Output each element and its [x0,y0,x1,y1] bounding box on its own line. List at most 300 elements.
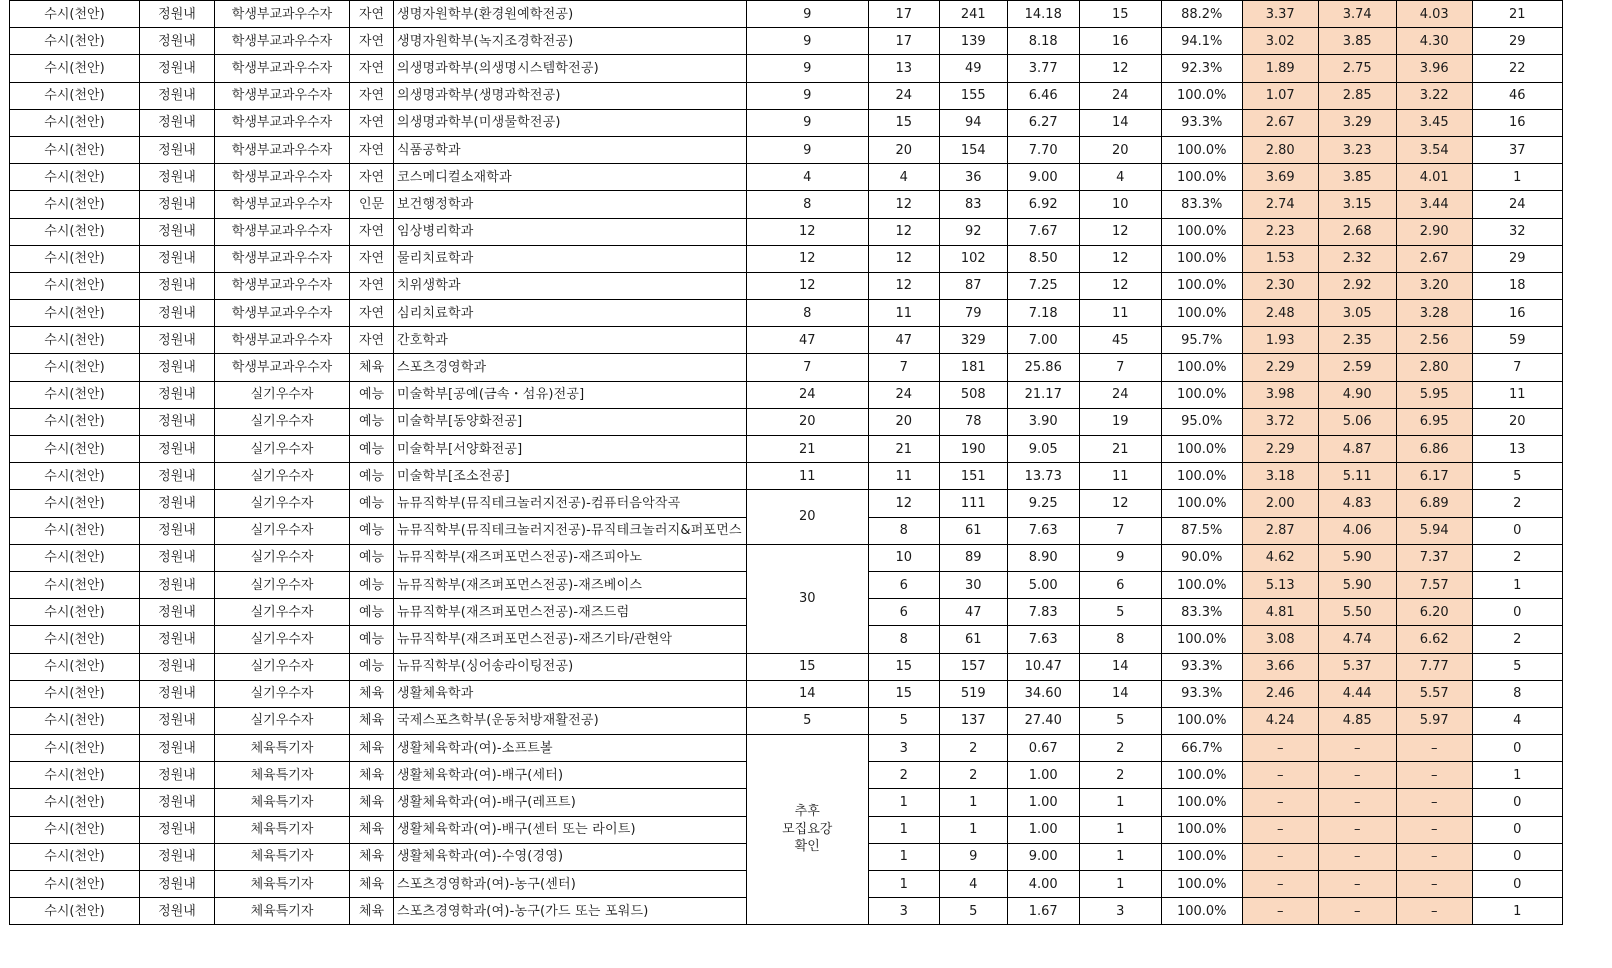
table-row [10,653,1563,680]
quota-scope-cell: 정원내 [140,490,215,517]
department-cell: 미술학부[동양화전공] [394,408,747,435]
grade-3-cell: 5.57 [1396,680,1472,707]
admission-type-cell: 수시(천안) [10,245,140,272]
enrollment-rate-cell: 94.1% [1161,28,1242,55]
table-row [10,381,1563,408]
grade-3-cell: – [1396,816,1472,843]
grade-2-cell: 3.05 [1318,300,1396,327]
competition-ratio-cell: 6.46 [1007,82,1079,109]
admission-type-cell: 수시(천안) [10,626,140,653]
competition-ratio-cell: 7.63 [1007,626,1079,653]
enrolled-cell: 12 [1079,245,1161,272]
recruit-count-cell: 1 [868,871,939,898]
grade-1-cell: 3.69 [1242,164,1318,191]
competition-ratio-cell: 7.67 [1007,218,1079,245]
department-cell: 의생명과학부(의생명시스템학전공) [394,55,747,82]
department-cell: 뉴뮤직학부(재즈퍼포먼스전공)-재즈피아노 [394,544,747,571]
quota-scope-cell: 정원내 [140,1,215,28]
enrolled-cell: 12 [1079,55,1161,82]
admission-track-cell: 실기우수자 [215,490,350,517]
quota-cell: 9 [746,28,868,55]
recruit-count-cell: 15 [868,653,939,680]
enrolled-cell: 1 [1079,843,1161,870]
field-cell: 체육 [350,843,394,870]
field-cell: 체육 [350,816,394,843]
enrolled-cell: 15 [1079,1,1161,28]
competition-ratio-cell: 13.73 [1007,463,1079,490]
department-cell: 의생명과학부(생명과학전공) [394,82,747,109]
department-cell: 국제스포츠학부(운동처방재활전공) [394,707,747,734]
admission-track-cell: 실기우수자 [215,408,350,435]
admission-type-cell: 수시(천안) [10,707,140,734]
department-cell: 식품공학과 [394,136,747,163]
field-cell: 인문 [350,191,394,218]
applicants-cell: 61 [939,626,1007,653]
competition-ratio-cell: 7.83 [1007,599,1079,626]
enrollment-rate-cell: 100.0% [1161,218,1242,245]
admission-track-cell: 학생부교과우수자 [215,109,350,136]
admission-type-cell: 수시(천안) [10,381,140,408]
admission-track-cell: 실기우수자 [215,653,350,680]
extra-count-cell: 8 [1472,680,1562,707]
competition-ratio-cell: 21.17 [1007,381,1079,408]
applicants-cell: 1 [939,816,1007,843]
admission-track-cell: 실기우수자 [215,707,350,734]
enrollment-rate-cell: 100.0% [1161,272,1242,299]
field-cell: 자연 [350,28,394,55]
quota-cell: 12 [746,272,868,299]
field-cell: 체육 [350,762,394,789]
table-row [10,136,1563,163]
table-row [10,735,1563,762]
admission-type-cell: 수시(천안) [10,463,140,490]
applicants-cell: 151 [939,463,1007,490]
quota-scope-cell: 정원내 [140,843,215,870]
quota-scope-cell: 정원내 [140,136,215,163]
extra-count-cell: 1 [1472,762,1562,789]
department-cell: 임상병리학과 [394,218,747,245]
field-cell: 예능 [350,463,394,490]
enrollment-rate-cell: 87.5% [1161,517,1242,544]
applicants-cell: 1 [939,789,1007,816]
department-cell: 생활체육학과(여)-배구(세터) [394,762,747,789]
admission-type-cell: 수시(천안) [10,680,140,707]
recruit-count-cell: 12 [868,191,939,218]
field-cell: 예능 [350,544,394,571]
admission-type-cell: 수시(천안) [10,82,140,109]
quota-scope-cell: 정원내 [140,544,215,571]
enrollment-rate-cell: 100.0% [1161,626,1242,653]
quota-cell: 추후 모집요강 확인 [746,735,868,925]
grade-2-cell: 2.68 [1318,218,1396,245]
table-row [10,109,1563,136]
enrolled-cell: 14 [1079,680,1161,707]
grade-1-cell: 2.30 [1242,272,1318,299]
extra-count-cell: 22 [1472,55,1562,82]
grade-2-cell: 4.85 [1318,707,1396,734]
grade-1-cell: 3.66 [1242,653,1318,680]
grade-2-cell: 5.11 [1318,463,1396,490]
quota-scope-cell: 정원내 [140,653,215,680]
field-cell: 체육 [350,735,394,762]
quota-cell: 8 [746,300,868,327]
grade-3-cell: – [1396,871,1472,898]
applicants-cell: 137 [939,707,1007,734]
extra-count-cell: 0 [1472,843,1562,870]
applicants-cell: 111 [939,490,1007,517]
table-row [10,327,1563,354]
enrolled-cell: 4 [1079,164,1161,191]
competition-ratio-cell: 1.00 [1007,762,1079,789]
enrolled-cell: 2 [1079,735,1161,762]
quota-cell: 12 [746,245,868,272]
department-cell: 뉴뮤직학부(재즈퍼포먼스전공)-재즈드럼 [394,599,747,626]
admission-track-cell: 학생부교과우수자 [215,327,350,354]
enrolled-cell: 3 [1079,898,1161,925]
grade-2-cell: 3.23 [1318,136,1396,163]
recruit-count-cell: 11 [868,463,939,490]
enrollment-rate-cell: 92.3% [1161,55,1242,82]
department-cell: 생활체육학과(여)-배구(센터 또는 라이트) [394,816,747,843]
admission-type-cell: 수시(천안) [10,109,140,136]
enrolled-cell: 21 [1079,436,1161,463]
recruit-count-cell: 24 [868,381,939,408]
table-row [10,28,1563,55]
grade-2-cell: 2.92 [1318,272,1396,299]
field-cell: 자연 [350,327,394,354]
competition-ratio-cell: 27.40 [1007,707,1079,734]
field-cell: 예능 [350,626,394,653]
grade-1-cell: – [1242,762,1318,789]
admission-track-cell: 실기우수자 [215,436,350,463]
quota-scope-cell: 정원내 [140,55,215,82]
admission-track-cell: 학생부교과우수자 [215,354,350,381]
recruit-count-cell: 6 [868,599,939,626]
admission-type-cell: 수시(천안) [10,218,140,245]
quota-cell: 20 [746,408,868,435]
admission-track-cell: 학생부교과우수자 [215,191,350,218]
grade-3-cell: 6.89 [1396,490,1472,517]
extra-count-cell: 18 [1472,272,1562,299]
quota-scope-cell: 정원내 [140,354,215,381]
admission-track-cell: 체육특기자 [215,898,350,925]
department-cell: 뉴뮤직학부(재즈퍼포먼스전공)-재즈베이스 [394,571,747,598]
field-cell: 자연 [350,1,394,28]
grade-1-cell: 2.29 [1242,436,1318,463]
admission-track-cell: 학생부교과우수자 [215,218,350,245]
quota-scope-cell: 정원내 [140,82,215,109]
competition-ratio-cell: 7.63 [1007,517,1079,544]
applicants-cell: 241 [939,1,1007,28]
quota-cell: 9 [746,55,868,82]
admission-type-cell: 수시(천안) [10,816,140,843]
department-cell: 뉴뮤직학부(재즈퍼포먼스전공)-재즈기타/관현악 [394,626,747,653]
field-cell: 예능 [350,436,394,463]
competition-ratio-cell: 4.00 [1007,871,1079,898]
enrollment-rate-cell: 100.0% [1161,898,1242,925]
competition-ratio-cell: 1.00 [1007,816,1079,843]
competition-ratio-cell: 5.00 [1007,571,1079,598]
quota-cell: 47 [746,327,868,354]
recruit-count-cell: 15 [868,109,939,136]
admission-type-cell: 수시(천안) [10,517,140,544]
competition-ratio-cell: 9.05 [1007,436,1079,463]
applicants-cell: 79 [939,300,1007,327]
competition-ratio-cell: 7.70 [1007,136,1079,163]
applicants-cell: 2 [939,735,1007,762]
admissions-results-table [9,0,1563,925]
grade-2-cell: 2.85 [1318,82,1396,109]
table-row [10,300,1563,327]
admission-track-cell: 학생부교과우수자 [215,28,350,55]
field-cell: 예능 [350,599,394,626]
enrolled-cell: 12 [1079,218,1161,245]
admission-type-cell: 수시(천안) [10,1,140,28]
grade-3-cell: 4.03 [1396,1,1472,28]
grade-2-cell: – [1318,789,1396,816]
grade-3-cell: 3.96 [1396,55,1472,82]
extra-count-cell: 20 [1472,408,1562,435]
field-cell: 예능 [350,517,394,544]
recruit-count-cell: 7 [868,354,939,381]
grade-1-cell: – [1242,898,1318,925]
admission-type-cell: 수시(천안) [10,136,140,163]
enrollment-rate-cell: 100.0% [1161,789,1242,816]
recruit-count-cell: 47 [868,327,939,354]
department-cell: 물리치료학과 [394,245,747,272]
competition-ratio-cell: 9.00 [1007,843,1079,870]
grade-2-cell: 5.90 [1318,544,1396,571]
applicants-cell: 102 [939,245,1007,272]
department-cell: 의생명과학부(미생물학전공) [394,109,747,136]
grade-3-cell: 5.94 [1396,517,1472,544]
enrollment-rate-cell: 100.0% [1161,490,1242,517]
recruit-count-cell: 12 [868,218,939,245]
extra-count-cell: 2 [1472,626,1562,653]
recruit-count-cell: 8 [868,626,939,653]
competition-ratio-cell: 7.18 [1007,300,1079,327]
extra-count-cell: 0 [1472,517,1562,544]
department-cell: 미술학부[공예(금속・섬유)전공] [394,381,747,408]
field-cell: 예능 [350,381,394,408]
recruit-count-cell: 5 [868,707,939,734]
grade-2-cell: – [1318,898,1396,925]
table-row [10,82,1563,109]
grade-3-cell: 5.97 [1396,707,1472,734]
enrolled-cell: 20 [1079,136,1161,163]
enrolled-cell: 9 [1079,544,1161,571]
grade-1-cell: 2.67 [1242,109,1318,136]
grade-1-cell: 2.00 [1242,490,1318,517]
department-cell: 생활체육학과(여)-배구(레프트) [394,789,747,816]
extra-count-cell: 59 [1472,327,1562,354]
quota-scope-cell: 정원내 [140,408,215,435]
enrolled-cell: 7 [1079,517,1161,544]
competition-ratio-cell: 9.25 [1007,490,1079,517]
competition-ratio-cell: 9.00 [1007,164,1079,191]
quota-scope-cell: 정원내 [140,327,215,354]
admission-track-cell: 실기우수자 [215,463,350,490]
recruit-count-cell: 12 [868,490,939,517]
grade-2-cell: 4.74 [1318,626,1396,653]
grade-2-cell: 3.74 [1318,1,1396,28]
recruit-count-cell: 4 [868,164,939,191]
grade-3-cell: 7.37 [1396,544,1472,571]
applicants-cell: 157 [939,653,1007,680]
grade-1-cell: 3.37 [1242,1,1318,28]
admission-type-cell: 수시(천안) [10,191,140,218]
applicants-cell: 329 [939,327,1007,354]
grade-3-cell: – [1396,762,1472,789]
extra-count-cell: 5 [1472,653,1562,680]
table-row [10,272,1563,299]
field-cell: 예능 [350,653,394,680]
grade-1-cell: 2.23 [1242,218,1318,245]
enrolled-cell: 14 [1079,653,1161,680]
quota-scope-cell: 정원내 [140,164,215,191]
extra-count-cell: 46 [1472,82,1562,109]
grade-1-cell: 2.29 [1242,354,1318,381]
field-cell: 체육 [350,789,394,816]
admission-track-cell: 체육특기자 [215,735,350,762]
enrolled-cell: 19 [1079,408,1161,435]
grade-3-cell: 4.01 [1396,164,1472,191]
quota-scope-cell: 정원내 [140,517,215,544]
admission-type-cell: 수시(천안) [10,789,140,816]
quota-cell: 7 [746,354,868,381]
extra-count-cell: 0 [1472,789,1562,816]
quota-scope-cell: 정원내 [140,599,215,626]
grade-3-cell: 3.22 [1396,82,1472,109]
grade-2-cell: 3.85 [1318,28,1396,55]
grade-3-cell: 6.20 [1396,599,1472,626]
department-cell: 생활체육학과(여)-수영(경영) [394,843,747,870]
recruit-count-cell: 2 [868,762,939,789]
enrollment-rate-cell: 95.0% [1161,408,1242,435]
recruit-count-cell: 12 [868,245,939,272]
enrollment-rate-cell: 66.7% [1161,735,1242,762]
admission-type-cell: 수시(천안) [10,898,140,925]
admission-track-cell: 실기우수자 [215,626,350,653]
grade-2-cell: 2.75 [1318,55,1396,82]
admission-type-cell: 수시(천안) [10,599,140,626]
enrollment-rate-cell: 100.0% [1161,463,1242,490]
field-cell: 자연 [350,218,394,245]
grade-2-cell: 3.15 [1318,191,1396,218]
grade-3-cell: 4.30 [1396,28,1472,55]
enrolled-cell: 14 [1079,109,1161,136]
grade-1-cell: 1.89 [1242,55,1318,82]
quota-scope-cell: 정원내 [140,816,215,843]
admission-type-cell: 수시(천안) [10,408,140,435]
recruit-count-cell: 8 [868,517,939,544]
grade-3-cell: 6.95 [1396,408,1472,435]
grade-1-cell: 5.13 [1242,571,1318,598]
enrolled-cell: 45 [1079,327,1161,354]
field-cell: 자연 [350,300,394,327]
admission-type-cell: 수시(천안) [10,164,140,191]
field-cell: 자연 [350,55,394,82]
table-row [10,354,1563,381]
applicants-cell: 89 [939,544,1007,571]
field-cell: 자연 [350,136,394,163]
extra-count-cell: 29 [1472,28,1562,55]
department-cell: 생명자원학부(환경원예학전공) [394,1,747,28]
quota-scope-cell: 정원내 [140,871,215,898]
grade-3-cell: – [1396,843,1472,870]
recruit-count-cell: 17 [868,28,939,55]
quota-cell: 11 [746,463,868,490]
grade-3-cell: – [1396,735,1472,762]
enrollment-rate-cell: 95.7% [1161,327,1242,354]
enrolled-cell: 16 [1079,28,1161,55]
grade-2-cell: 3.29 [1318,109,1396,136]
admission-type-cell: 수시(천안) [10,354,140,381]
enrolled-cell: 6 [1079,571,1161,598]
enrolled-cell: 2 [1079,762,1161,789]
quota-scope-cell: 정원내 [140,571,215,598]
admission-track-cell: 실기우수자 [215,599,350,626]
grade-1-cell: – [1242,871,1318,898]
grade-1-cell: 4.62 [1242,544,1318,571]
admission-track-cell: 실기우수자 [215,544,350,571]
admission-type-cell: 수시(천안) [10,871,140,898]
enrollment-rate-cell: 100.0% [1161,707,1242,734]
grade-3-cell: 3.45 [1396,109,1472,136]
extra-count-cell: 11 [1472,381,1562,408]
quota-scope-cell: 정원내 [140,789,215,816]
grade-2-cell: 4.44 [1318,680,1396,707]
admission-track-cell: 학생부교과우수자 [215,136,350,163]
competition-ratio-cell: 8.50 [1007,245,1079,272]
recruit-count-cell: 1 [868,816,939,843]
table-row [10,463,1563,490]
applicants-cell: 154 [939,136,1007,163]
grade-1-cell: 2.48 [1242,300,1318,327]
field-cell: 예능 [350,490,394,517]
applicants-cell: 2 [939,762,1007,789]
table-body [10,1,1563,925]
applicants-cell: 9 [939,843,1007,870]
admission-type-cell: 수시(천안) [10,272,140,299]
grade-2-cell: 4.87 [1318,436,1396,463]
competition-ratio-cell: 8.90 [1007,544,1079,571]
quota-scope-cell: 정원내 [140,463,215,490]
department-cell: 뉴뮤직학부(싱어송라이팅전공) [394,653,747,680]
enrollment-rate-cell: 100.0% [1161,816,1242,843]
grade-3-cell: 3.44 [1396,191,1472,218]
enrolled-cell: 24 [1079,381,1161,408]
admission-track-cell: 학생부교과우수자 [215,82,350,109]
extra-count-cell: 5 [1472,463,1562,490]
competition-ratio-cell: 8.18 [1007,28,1079,55]
applicants-cell: 94 [939,109,1007,136]
applicants-cell: 49 [939,55,1007,82]
quota-cell: 21 [746,436,868,463]
department-cell: 생활체육학과(여)-소프트볼 [394,735,747,762]
extra-count-cell: 16 [1472,109,1562,136]
applicants-cell: 519 [939,680,1007,707]
quota-scope-cell: 정원내 [140,218,215,245]
recruit-count-cell: 21 [868,436,939,463]
grade-2-cell: – [1318,816,1396,843]
applicants-cell: 92 [939,218,1007,245]
applicants-cell: 508 [939,381,1007,408]
admission-type-cell: 수시(천안) [10,735,140,762]
grade-2-cell: – [1318,762,1396,789]
recruit-count-cell: 3 [868,898,939,925]
applicants-cell: 47 [939,599,1007,626]
